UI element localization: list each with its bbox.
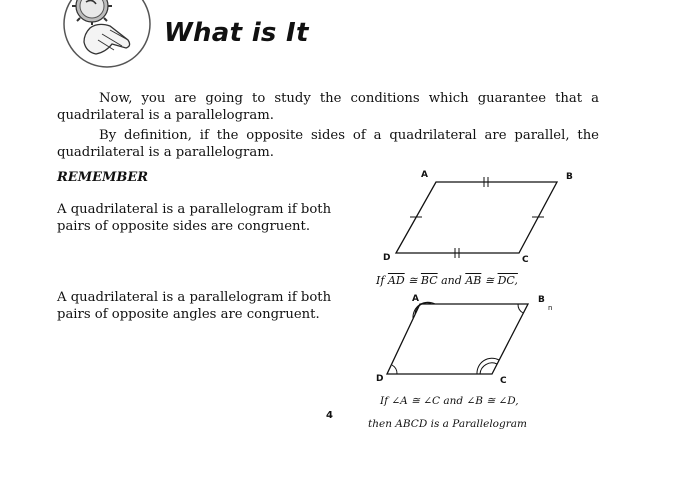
fig2-caption-conclusion: then ABCD is a Parallelogram [368,418,527,430]
fig2-vertex-d: D [376,374,384,384]
page-number: 4 [326,410,333,421]
fig1-vertex-b: B [566,172,573,182]
fig1-vertex-d: D [383,253,391,263]
fig2-vertex-b: B [538,295,545,305]
fig2-caption-angles: If ∠A ≅ ∠C and ∠B ≅ ∠D, [380,395,519,407]
rule-opposite-sides: A quadrilateral is a parallelogram if both pairs of opposite sides are congruent. [57,202,332,234]
fig1-caption: If $\overline{AD}$ ≅ $\overline{BC}$ and $\overline{AB}$ ≅ DC, [376,274,518,287]
page-title: What is It [164,18,309,48]
parallelogram-angles-figure [380,295,560,385]
fig1-vertex-c: C [522,255,529,265]
parallelogram-sides-figure [360,165,590,275]
rule-opposite-angles: A quadrilateral is a parallelogram if both pairs of opposite angles are congruent. [57,290,332,322]
parallelogram-angles-shape [387,304,528,374]
fig2-vertex-a: A [412,294,419,304]
fig1-vertex-a: A [421,170,428,180]
hand-holding-magnifier-icon [62,0,152,74]
fig2-vertex-c: C [500,376,507,386]
remember-heading: REMEMBER [57,170,149,185]
intro-paragraph-2: By definition, if the opposite sides of a quadrilateral are parallel, the quadrilateral is a parallelogram. [57,128,599,160]
intro-paragraph-1: Now, you are going to study the conditions which guarantee that a quadrilateral is a parallelogram. [57,91,599,123]
fig2-mark: n [548,304,553,312]
